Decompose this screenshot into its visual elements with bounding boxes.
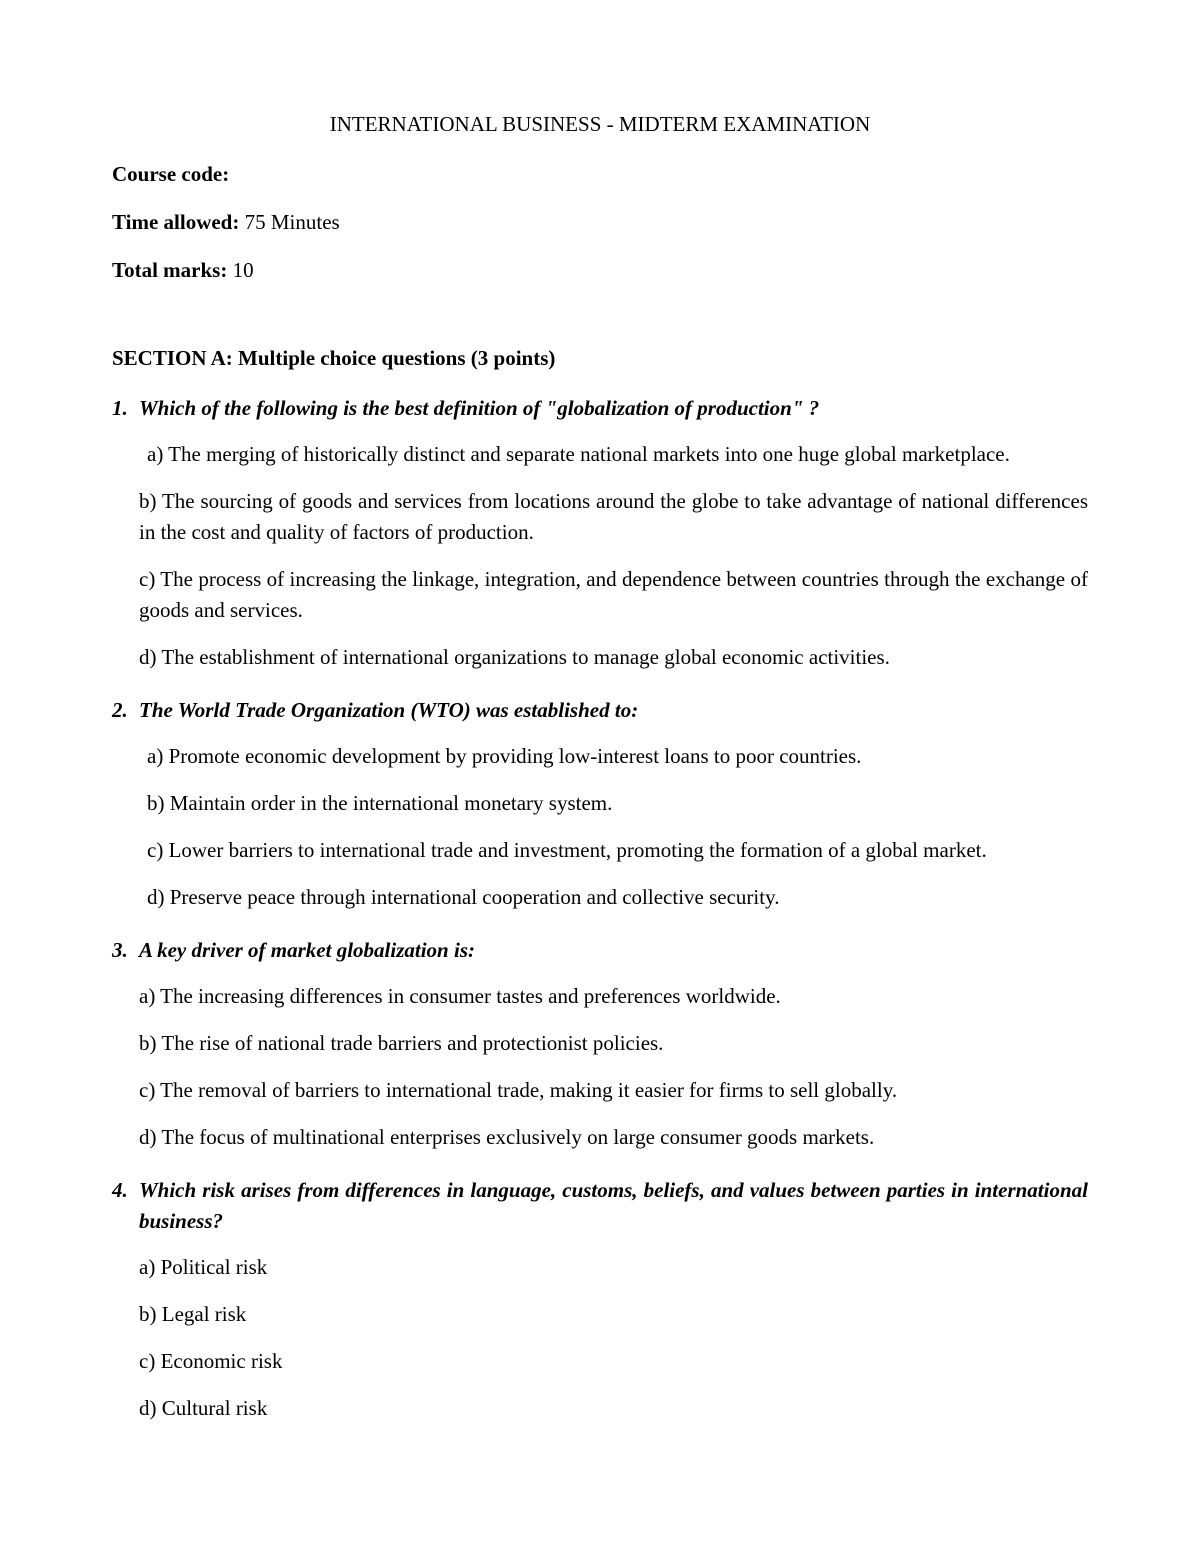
question-1-prompt <box>112 393 1088 424</box>
course-code-label: Course code: <box>112 162 230 186</box>
option-b: b) The sourcing of goods and services from locations around the globe to take advantage of national differences in the cost and quality of factors of production. <box>139 489 1088 544</box>
question-3 <box>112 935 1088 1153</box>
time-allowed-value: 75 Minutes <box>239 210 340 234</box>
option-d: d) The focus of multinational enterprises exclusively on large consumer goods markets. <box>139 1125 875 1149</box>
option-b: b) The rise of national trade barriers and protectionist policies. <box>139 1031 664 1055</box>
option-a: a) Political risk <box>139 1255 268 1279</box>
option-a: a) Promote economic development by providing low-interest loans to poor countries. <box>147 744 862 768</box>
option-d: d) Cultural risk <box>139 1396 268 1420</box>
question-text: Which of the following is the best definition of "globalization of production" ? <box>139 396 820 420</box>
option-c: c) Economic risk <box>139 1349 283 1373</box>
total-marks-line <box>112 257 1088 283</box>
question-text: The World Trade Organization (WTO) was established to: <box>139 698 639 722</box>
total-marks-label: Total marks: <box>112 258 228 282</box>
time-allowed-line <box>112 209 1088 235</box>
option-c: c) The process of increasing the linkage, integration, and dependence between countries through the exchange of goods and services. <box>139 567 1088 622</box>
question-4 <box>112 1175 1088 1424</box>
option-c: c) Lower barriers to international trade and investment, promoting the formation of a global market. <box>147 838 987 862</box>
question-number: 2. <box>112 698 128 722</box>
question-text: Which risk arises from differences in language, customs, beliefs, and values between parties in international business? <box>139 1178 1088 1233</box>
question-2-prompt <box>112 695 1088 726</box>
question-number: 4. <box>112 1178 128 1202</box>
option-a: a) The increasing differences in consumer tastes and preferences worldwide. <box>139 984 781 1008</box>
exam-title: INTERNATIONAL BUSINESS - MIDTERM EXAMINATION <box>329 112 871 136</box>
question-number: 3. <box>112 938 128 962</box>
option-d: d) Preserve peace through international cooperation and collective security. <box>147 885 780 909</box>
question-3-prompt <box>112 935 1088 966</box>
time-allowed-label: Time allowed: <box>112 210 240 234</box>
question-2 <box>112 695 1088 913</box>
question-text: A key driver of market globalization is: <box>139 938 475 962</box>
option-a: a) The merging of historically distinct and separate national markets into one huge global marketplace. <box>147 442 1010 466</box>
question-1 <box>112 393 1088 673</box>
section-a-heading: SECTION A: Multiple choice questions (3 points) <box>112 346 556 370</box>
option-c: c) The removal of barriers to international trade, making it easier for firms to sell globally. <box>139 1078 898 1102</box>
option-b: b) Maintain order in the international monetary system. <box>147 791 613 815</box>
option-d: d) The establishment of international organizations to manage global economic activities. <box>139 645 890 669</box>
course-code-line <box>112 161 1088 187</box>
option-b: b) Legal risk <box>139 1302 247 1326</box>
exam-page <box>112 112 1088 1446</box>
total-marks-value: 10 <box>227 258 254 282</box>
question-4-prompt <box>112 1175 1088 1237</box>
question-number: 1. <box>112 396 128 420</box>
